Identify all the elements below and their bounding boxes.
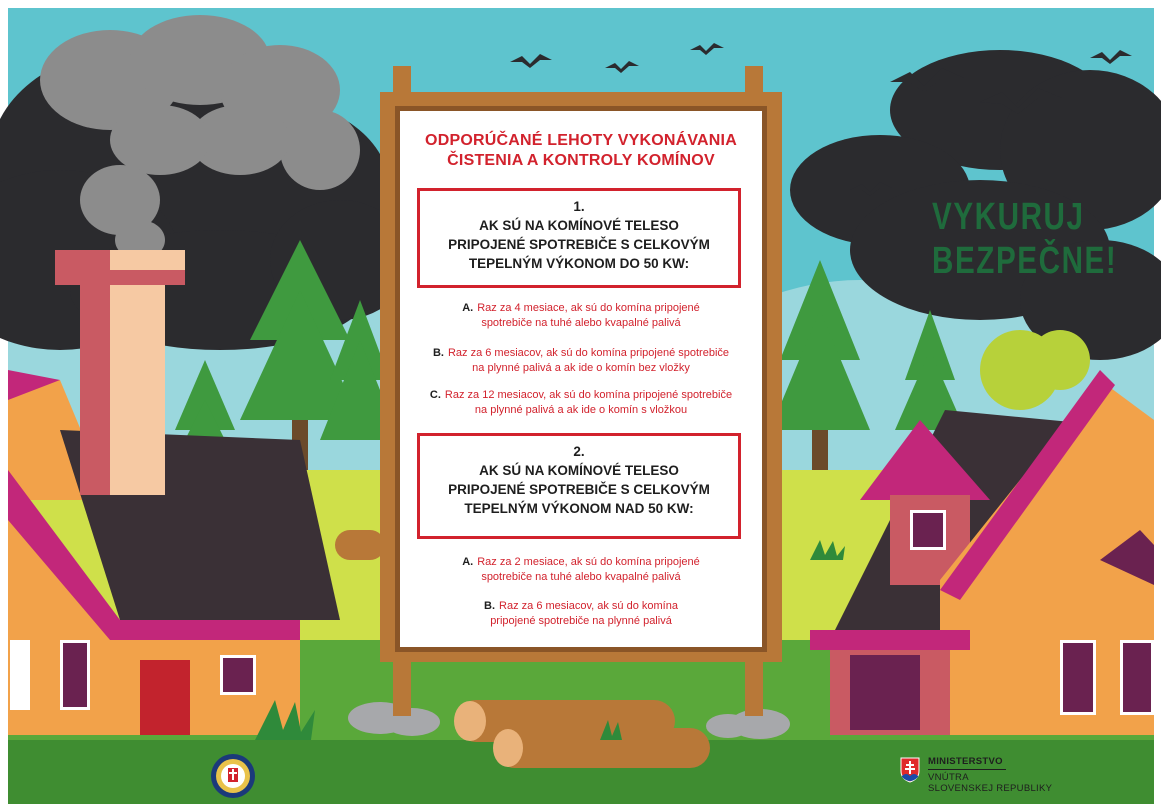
signboard (400, 111, 762, 647)
ministry-line3: SLOVENSKEJ REPUBLIKY (928, 783, 1053, 794)
item-letter: B. (484, 600, 496, 612)
item-text: Raz za 6 mesiacov, ak sú do komína (499, 600, 678, 612)
board-title-line1: ODPORÚČANÉ LEHOTY VYKONÁVANIA (425, 132, 737, 149)
item-text: Raz za 6 mesiacov, ak sú do komína pripojené spotrebiče (447, 347, 730, 359)
section-2-line3: TEPELNÝM VÝKONOM NAD 50 KW: (464, 501, 694, 516)
item-letter: A. (462, 302, 474, 314)
section-2-line2: PRIPOJENÉ SPOTREBIČE S CELKOVÝM (448, 482, 710, 497)
ministry-line1: MINISTERSTVO (928, 756, 1003, 767)
item-text-line2: pripojené spotrebiče na plynné palivá (490, 614, 672, 627)
section-1-box (417, 188, 741, 288)
item-letter: A. (462, 556, 474, 568)
section-2-line1: AK SÚ NA KOMÍNOVÉ TELESO (479, 463, 679, 478)
item-text: Raz za 4 mesiace, ak sú do komína pripojené (477, 302, 700, 314)
section-2-number: 2. (573, 444, 585, 459)
item-text-line2: spotrebiče na tuhé alebo kvapalné palivá (481, 570, 681, 583)
fire-rescue-emblem-icon (210, 753, 256, 799)
item-text: Raz za 2 mesiace, ak sú do komína pripojené (477, 556, 700, 568)
section-1-item-c (408, 388, 754, 417)
headline-line1: VYKURUJ (932, 196, 1085, 238)
ministry-line2: VNÚTRA (928, 772, 969, 783)
section-1-line1: AK SÚ NA KOMÍNOVÉ TELESO (479, 218, 679, 233)
item-letter: B. (432, 347, 444, 359)
section-2-box (417, 433, 741, 539)
item-text-line2: na plynné palivá a ak ide o komín s vložkou (474, 403, 688, 416)
section-1-line3: TEPELNÝM VÝKONOM DO 50 KW: (468, 256, 690, 271)
section-2-item-a (408, 555, 754, 584)
section-1-line2: PRIPOJENÉ SPOTREBIČE S CELKOVÝM (448, 237, 710, 252)
item-text-line2: na plynné palivá a ak ide o komín bez vložky (472, 361, 690, 374)
headline (932, 195, 1118, 283)
section-2-item-b (408, 599, 754, 628)
ministry-divider (928, 769, 1006, 770)
slovak-coat-of-arms-icon (900, 757, 920, 783)
ministry-logo-text (928, 756, 1052, 794)
board-title (400, 131, 762, 171)
item-text: Raz za 12 mesiacov, ak sú do komína pripojené spotrebiče (444, 389, 733, 401)
item-text-line2: spotrebiče na tuhé alebo kvapalné palivá (481, 316, 681, 329)
section-1-item-a (408, 301, 754, 330)
item-letter: C. (429, 389, 441, 401)
section-1-number: 1. (573, 199, 585, 214)
headline-line2: BEZPEČNE! (932, 240, 1118, 282)
section-1-item-b (408, 346, 754, 375)
board-title-line2: ČISTENIA A KONTROLY KOMÍNOV (447, 152, 715, 169)
